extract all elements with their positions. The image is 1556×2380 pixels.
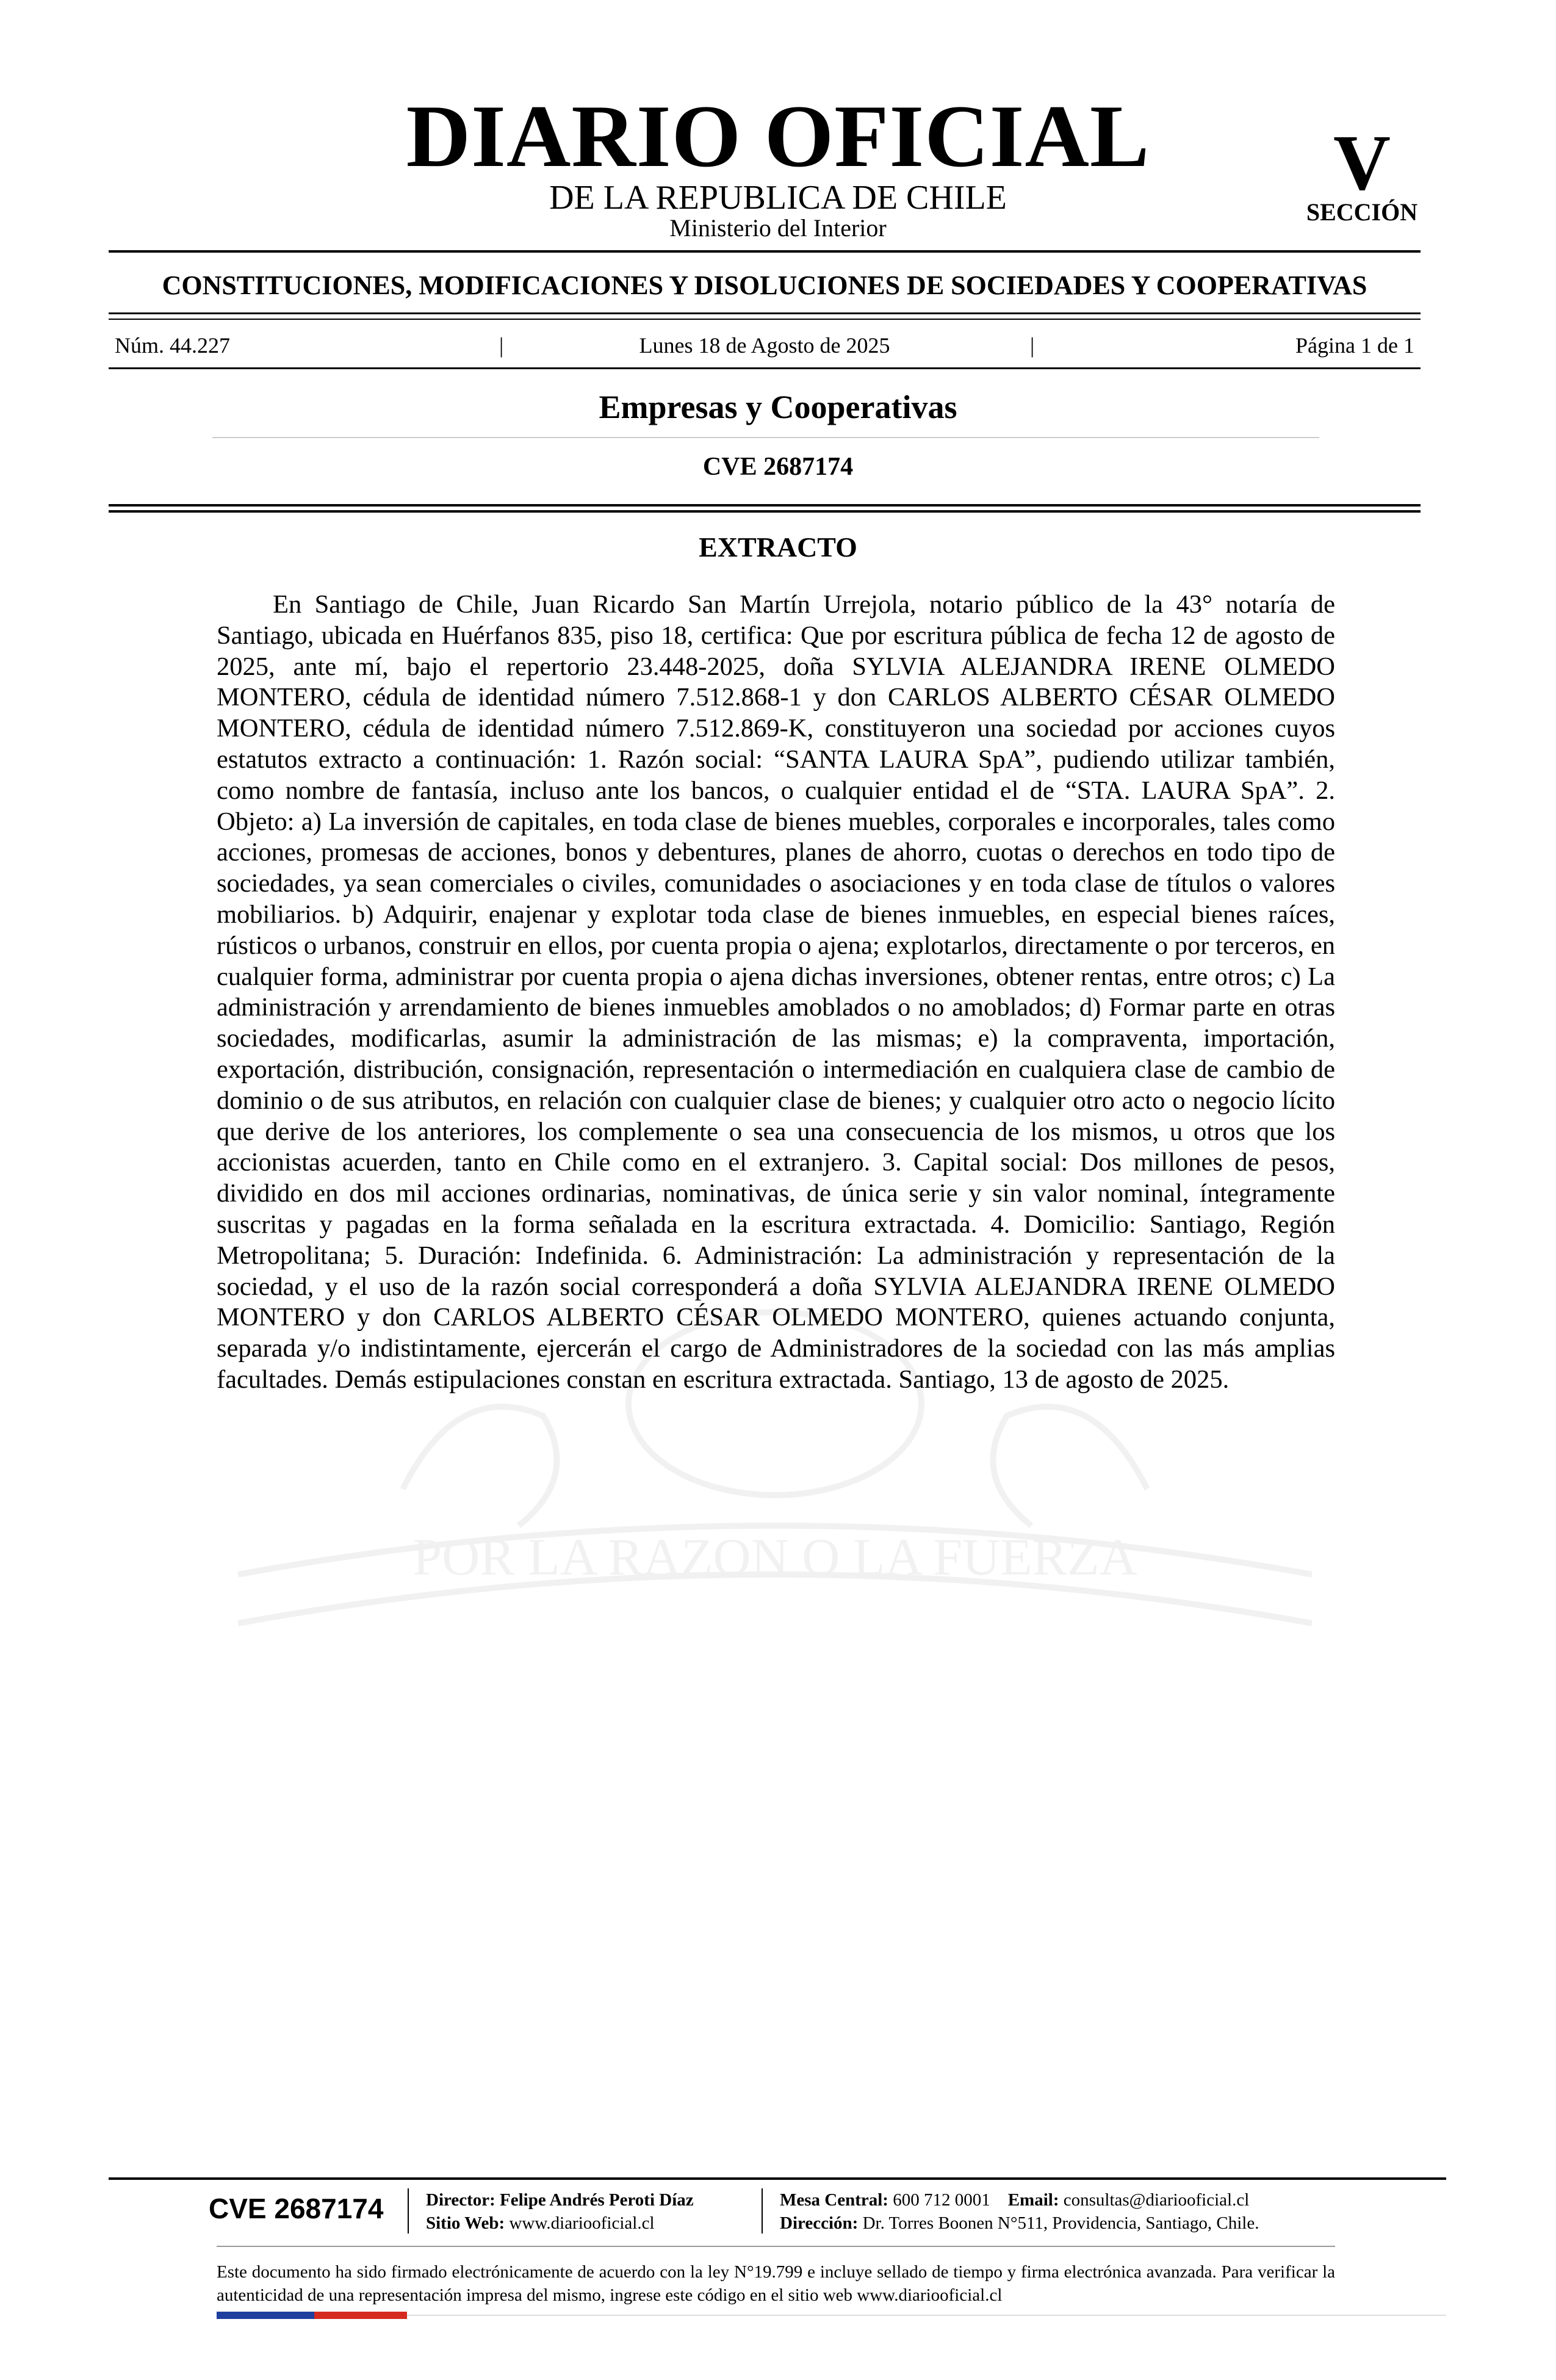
website-link[interactable]: www.diariooficial.cl [509,2213,655,2233]
page-indicator: Página 1 de 1 [1295,333,1414,358]
email-link[interactable]: consultas@diariooficial.cl [1063,2190,1250,2210]
category-title: CONSTITUCIONES, MODIFICACIONES Y DISOLUCIONES DE SOCIEDADES Y COOPERATIVAS [162,270,1367,300]
watermark-huemul [993,1407,1148,1526]
watermark-shield [629,1312,921,1495]
issue-info-bar [109,333,1421,358]
footer-contact-block [780,2188,1259,2235]
website-label: Sitio Web: [426,2213,505,2233]
infobar-rule [109,367,1421,369]
category-rule-bottom [109,319,1421,320]
masthead-title: DIARIO OFICIAL [406,87,1150,186]
footer-divider [762,2188,763,2234]
section-letter: V [1333,119,1391,207]
coat-of-arms-watermark [201,1306,1349,1672]
subsection-title: Empresas y Cooperativas [599,389,957,425]
watermark-condor [403,1407,557,1526]
address-label: Dirección: [780,2213,859,2233]
footer-cve-code: CVE 2687174 [209,2193,384,2224]
footer-divider [408,2188,409,2234]
cve-rule-top [109,504,1421,507]
email-label: Email: [1007,2190,1059,2210]
director-label: Director: [426,2190,495,2210]
footer-info [109,2180,1446,2241]
category-rule-top [109,312,1421,314]
masthead-subtitle: DE LA REPUBLICA DE CHILE [549,179,1007,217]
document-heading: EXTRACTO [699,532,857,563]
masthead-ministry: Ministerio del Interior [669,214,887,242]
footer-stripe-line [407,2315,1446,2316]
header-rule [109,250,1421,253]
watermark-motto: POR LA RAZON O LA FUERZA [412,1527,1137,1586]
footer-rule-bottom [217,2246,1335,2247]
info-separator: | [1030,333,1035,358]
info-separator: | [499,333,504,358]
subsection-divider [212,437,1319,438]
director-name: Felipe Andrés Peroti Díaz [500,2190,694,2210]
phone-number: 600 712 0001 [893,2190,990,2210]
flag-stripe-red [314,2312,407,2319]
address-text: Dr. Torres Boonen N°511, Providencia, Santiago, Chile. [862,2213,1259,2233]
footer-director-block [426,2188,694,2235]
document-body: En Santiago de Chile, Juan Ricardo San Martín Urrejola, notario público de la 43° notaría de Santiago, ubicada en Huérfanos 835, piso 18, certifica: Que por escritura pública de fecha 12 de agosto de 2025, ante mí, bajo el repertorio 23.448-2025, doña SYLVIA ALEJANDRA IRENE OLMEDO MONTERO, cédula de identidad número 7.512.868-1 y don CARLOS ALBERTO CÉSAR OLMEDO MONTERO, cédula de identidad número 7.512.869-K, constituyeron una sociedad por acciones cuyos estatutos extracto a continuación: 1. Razón social: “SANTA LAURA SpA”, pudiendo utilizar también, como nombre de fantasía, incluso ante los bancos, o cualquier entidad el de “STA. LAURA SpA”. 2. Objeto: a) La inversión de capitales, en toda clase de bienes muebles, corporales e incorporales, tales como acciones, promesas de acciones, bonos y debentures, planes de ahorro, cuotas o derechos en todo tipo de sociedades, ya sean comerciales o civiles, comunidades o asociaciones y en toda clase de títulos o valores mobiliarios. b) Adquirir, enajenar y explotar toda clase de bienes inmuebles, en especial bienes raíces, rústicos o urbanos, construir en ellos, por cuenta propia o ajena; explotarlos, directamente o por terceros, en cualquier forma, administrar por cuenta propia o ajena dichas inversiones, obtener rentas, entre otros; c) La administración y arrendamiento de bienes inmuebles amoblados o no amoblados; d) Formar parte en otras sociedades, modificarlas, asumir la administración de las mismas; e) la compraventa, importación, exportación, distribución, consignación, representación o intermediación en cualquiera clase de cambio de dominio o de sus atributos, en relación con cualquier clase de bienes; y cualquier otro acto o negocio lícito que derive de los anteriores, los complemente o sea una consecuencia de los mismos, u otros que los accionistas acuerden, tanto en Chile como en el extranjero. 3. Capital social: Dos millones de pesos, dividido en dos mil acciones ordinarias, nominativas, de única serie y sin valor nominal, íntegramente suscritas y pagadas en la forma señalada en la escritura extractada. 4. Domicilio: Santiago, Región Metropolitana; 5. Duración: Indefinida. 6. Administración: La administración y representación de la sociedad, y el uso de la razón social corresponderá a doña SYLVIA ALEJANDRA IRENE OLMEDO MONTERO y don CARLOS ALBERTO CÉSAR OLMEDO MONTERO, quienes actuando conjunta, separada y/o indistintamente, ejercerán el cargo de Administradores de la sociedad con las más amplias facultades. Demás estipulaciones constan en escritura extractada. Santiago, 13 de agosto de 2025. [217,590,1335,1394]
issue-number: Núm. 44.227 [115,333,230,358]
phone-label: Mesa Central: [780,2190,888,2210]
flag-stripe-blue [217,2312,314,2319]
cve-rule-bottom [109,510,1421,513]
legal-note: Este documento ha sido firmado electrónicamente de acuerdo con la ley N°19.799 e incluye sellado de tiempo y firma electrónica avanzada. Para verificar la autenticidad de una representación impresa del mismo, ingrese este código en el sitio web www.diariooficial.cl [217,2262,1335,2305]
section-label: SECCIÓN [1306,198,1418,226]
cve-heading: CVE 2687174 [702,453,854,481]
issue-date: Lunes 18 de Agosto de 2025 [639,333,890,358]
